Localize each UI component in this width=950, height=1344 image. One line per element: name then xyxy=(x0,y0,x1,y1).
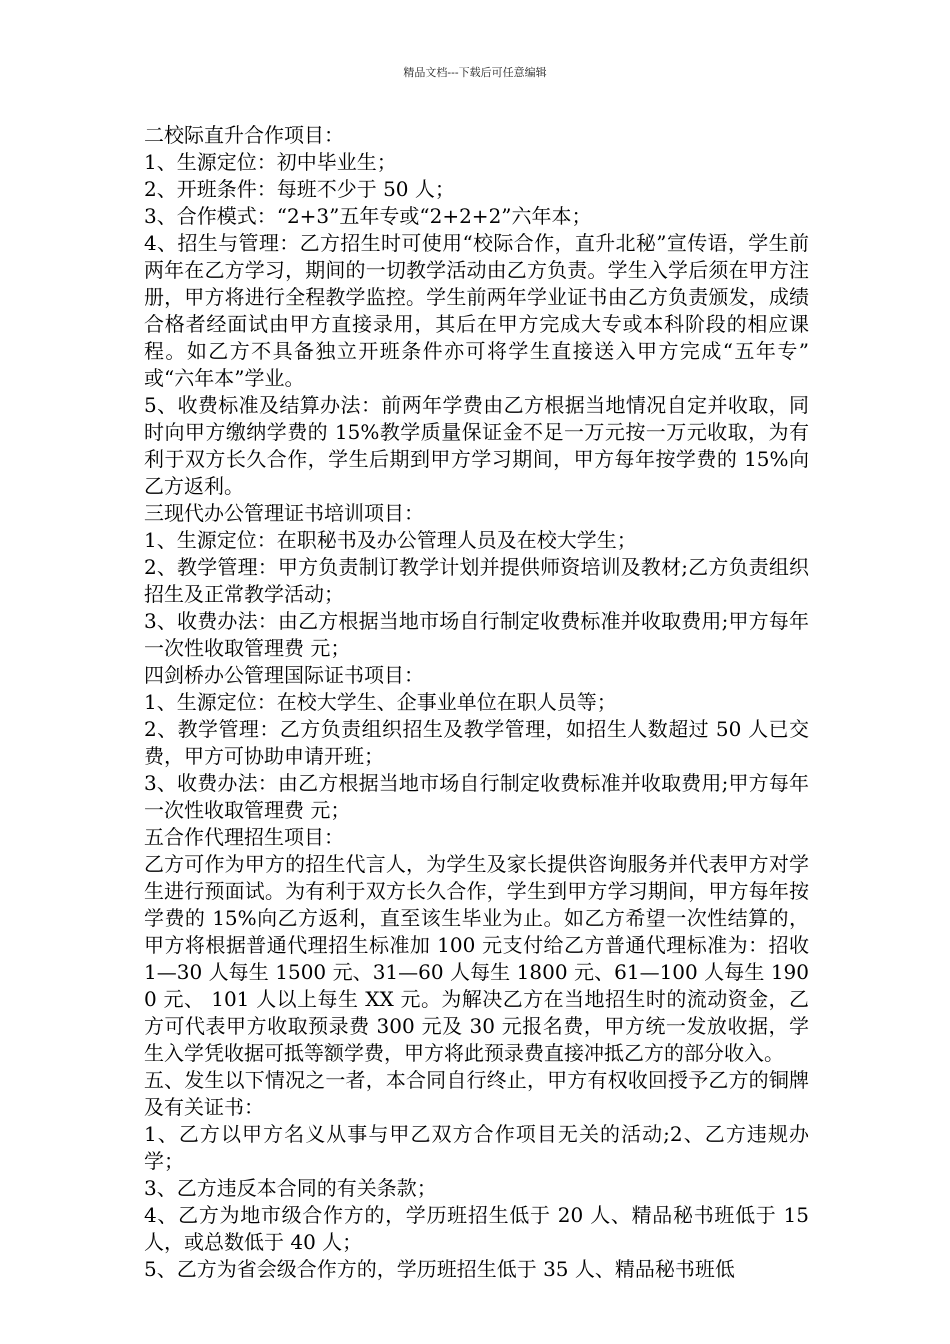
paragraph: 3、收费办法：由乙方根据当地市场自行制定收费标准并收取费用;甲方每年一次性收取管理费 元； xyxy=(144,609,809,660)
section-heading: 五、发生以下情况之一者，本合同自行终止，甲方有权收回授予乙方的铜牌及有关证书： xyxy=(144,1068,809,1119)
paragraph: 5、收费标准及结算办法：前两年学费由乙方根据当地情况自定并收取，同时向甲方缴纳学费的 15%教学质量保证金不足一万元按一万元收取，为有利于双方长久合作，学生后期到甲方学习期间，甲方每年按学费的 15%向乙方返利。 xyxy=(144,393,809,498)
paragraph: 4、乙方为地市级合作方的，学历班招生低于 20 人、精品秘书班低于 15 人，或总数低于 40 人； xyxy=(144,1203,809,1254)
section-heading: 五合作代理招生项目： xyxy=(144,825,344,849)
paragraph: 5、乙方为省会级合作方的，学历班招生低于 35 人、精品秘书班低 xyxy=(144,1257,735,1281)
paragraph: 3、乙方违反本合同的有关条款； xyxy=(144,1176,437,1200)
document-body xyxy=(144,122,809,1283)
section-heading: 二校际直升合作项目： xyxy=(144,123,344,147)
paragraph: 4、招生与管理：乙方招生时可使用“校际合作，直升北秘”宣传语，学生前两年在乙方学习，期间的一切教学活动由乙方负责。学生入学后须在甲方注册，甲方将进行全程教学监控。学生前两年学业证书由乙方负责颁发，成绩合格者经面试由甲方直接录用，其后在甲方完成大专或本科阶段的相应课程。如乙方不具备独立开班条件亦可将学生直接送入甲方完成“五年专” 或“六年本”学业。 xyxy=(144,231,809,390)
paragraph: 1、生源定位：在职秘书及办公管理人员及在校大学生； xyxy=(144,528,637,552)
paragraph: 3、收费办法：由乙方根据当地市场自行制定收费标准并收取费用;甲方每年一次性收取管理费 元； xyxy=(144,771,809,822)
paragraph: 2、开班条件：每班不少于 50 人； xyxy=(144,177,455,201)
paragraph: 1、生源定位：在校大学生、企事业单位在职人员等； xyxy=(144,690,617,714)
section-heading: 四剑桥办公管理国际证书项目： xyxy=(144,663,424,687)
paragraph: 2、教学管理：甲方负责制订教学计划并提供师资培训及教材;乙方负责组织招生及正常教学活动； xyxy=(144,555,809,606)
page-header: 精品文档---下载后可任意编辑 xyxy=(403,66,547,79)
paragraph: 1、乙方以甲方名义从事与甲乙双方合作项目无关的活动;2、乙方违规办学； xyxy=(144,1122,809,1173)
paragraph: 2、教学管理：乙方负责组织招生及教学管理，如招生人数超过 50 人已交费，甲方可协助申请开班； xyxy=(144,717,809,768)
paragraph: 乙方可作为甲方的招生代言人，为学生及家长提供咨询服务并代表甲方对学生进行预面试。为有利于双方长久合作，学生到甲方学习期间，甲方每年按学费的 15%向乙方返利，直至该生毕业为止。如乙方希望一次性结算的，甲方将根据普通代理招生标准加 100 元支付给乙方普通代理标准为：招收 1—30 人每生 1500 元、31—60 人每生 1800 元、61—100 人每生 1900 元、 101 人以上每生 XX 元。为解决乙方在当地招生时的流动资金，乙方可代表甲方收取预录费 300 元及 30 元报名费，甲方统一发放收据，学生入学凭收据可抵等额学费，甲方将此预录费直接冲抵乙方的部分收入。 xyxy=(144,852,809,1065)
section-heading: 三现代办公管理证书培训项目： xyxy=(144,501,424,525)
paragraph: 3、合作模式：“2+3”五年专或“2+2+2”六年本； xyxy=(144,204,592,228)
paragraph: 1、生源定位：初中毕业生； xyxy=(144,150,397,174)
